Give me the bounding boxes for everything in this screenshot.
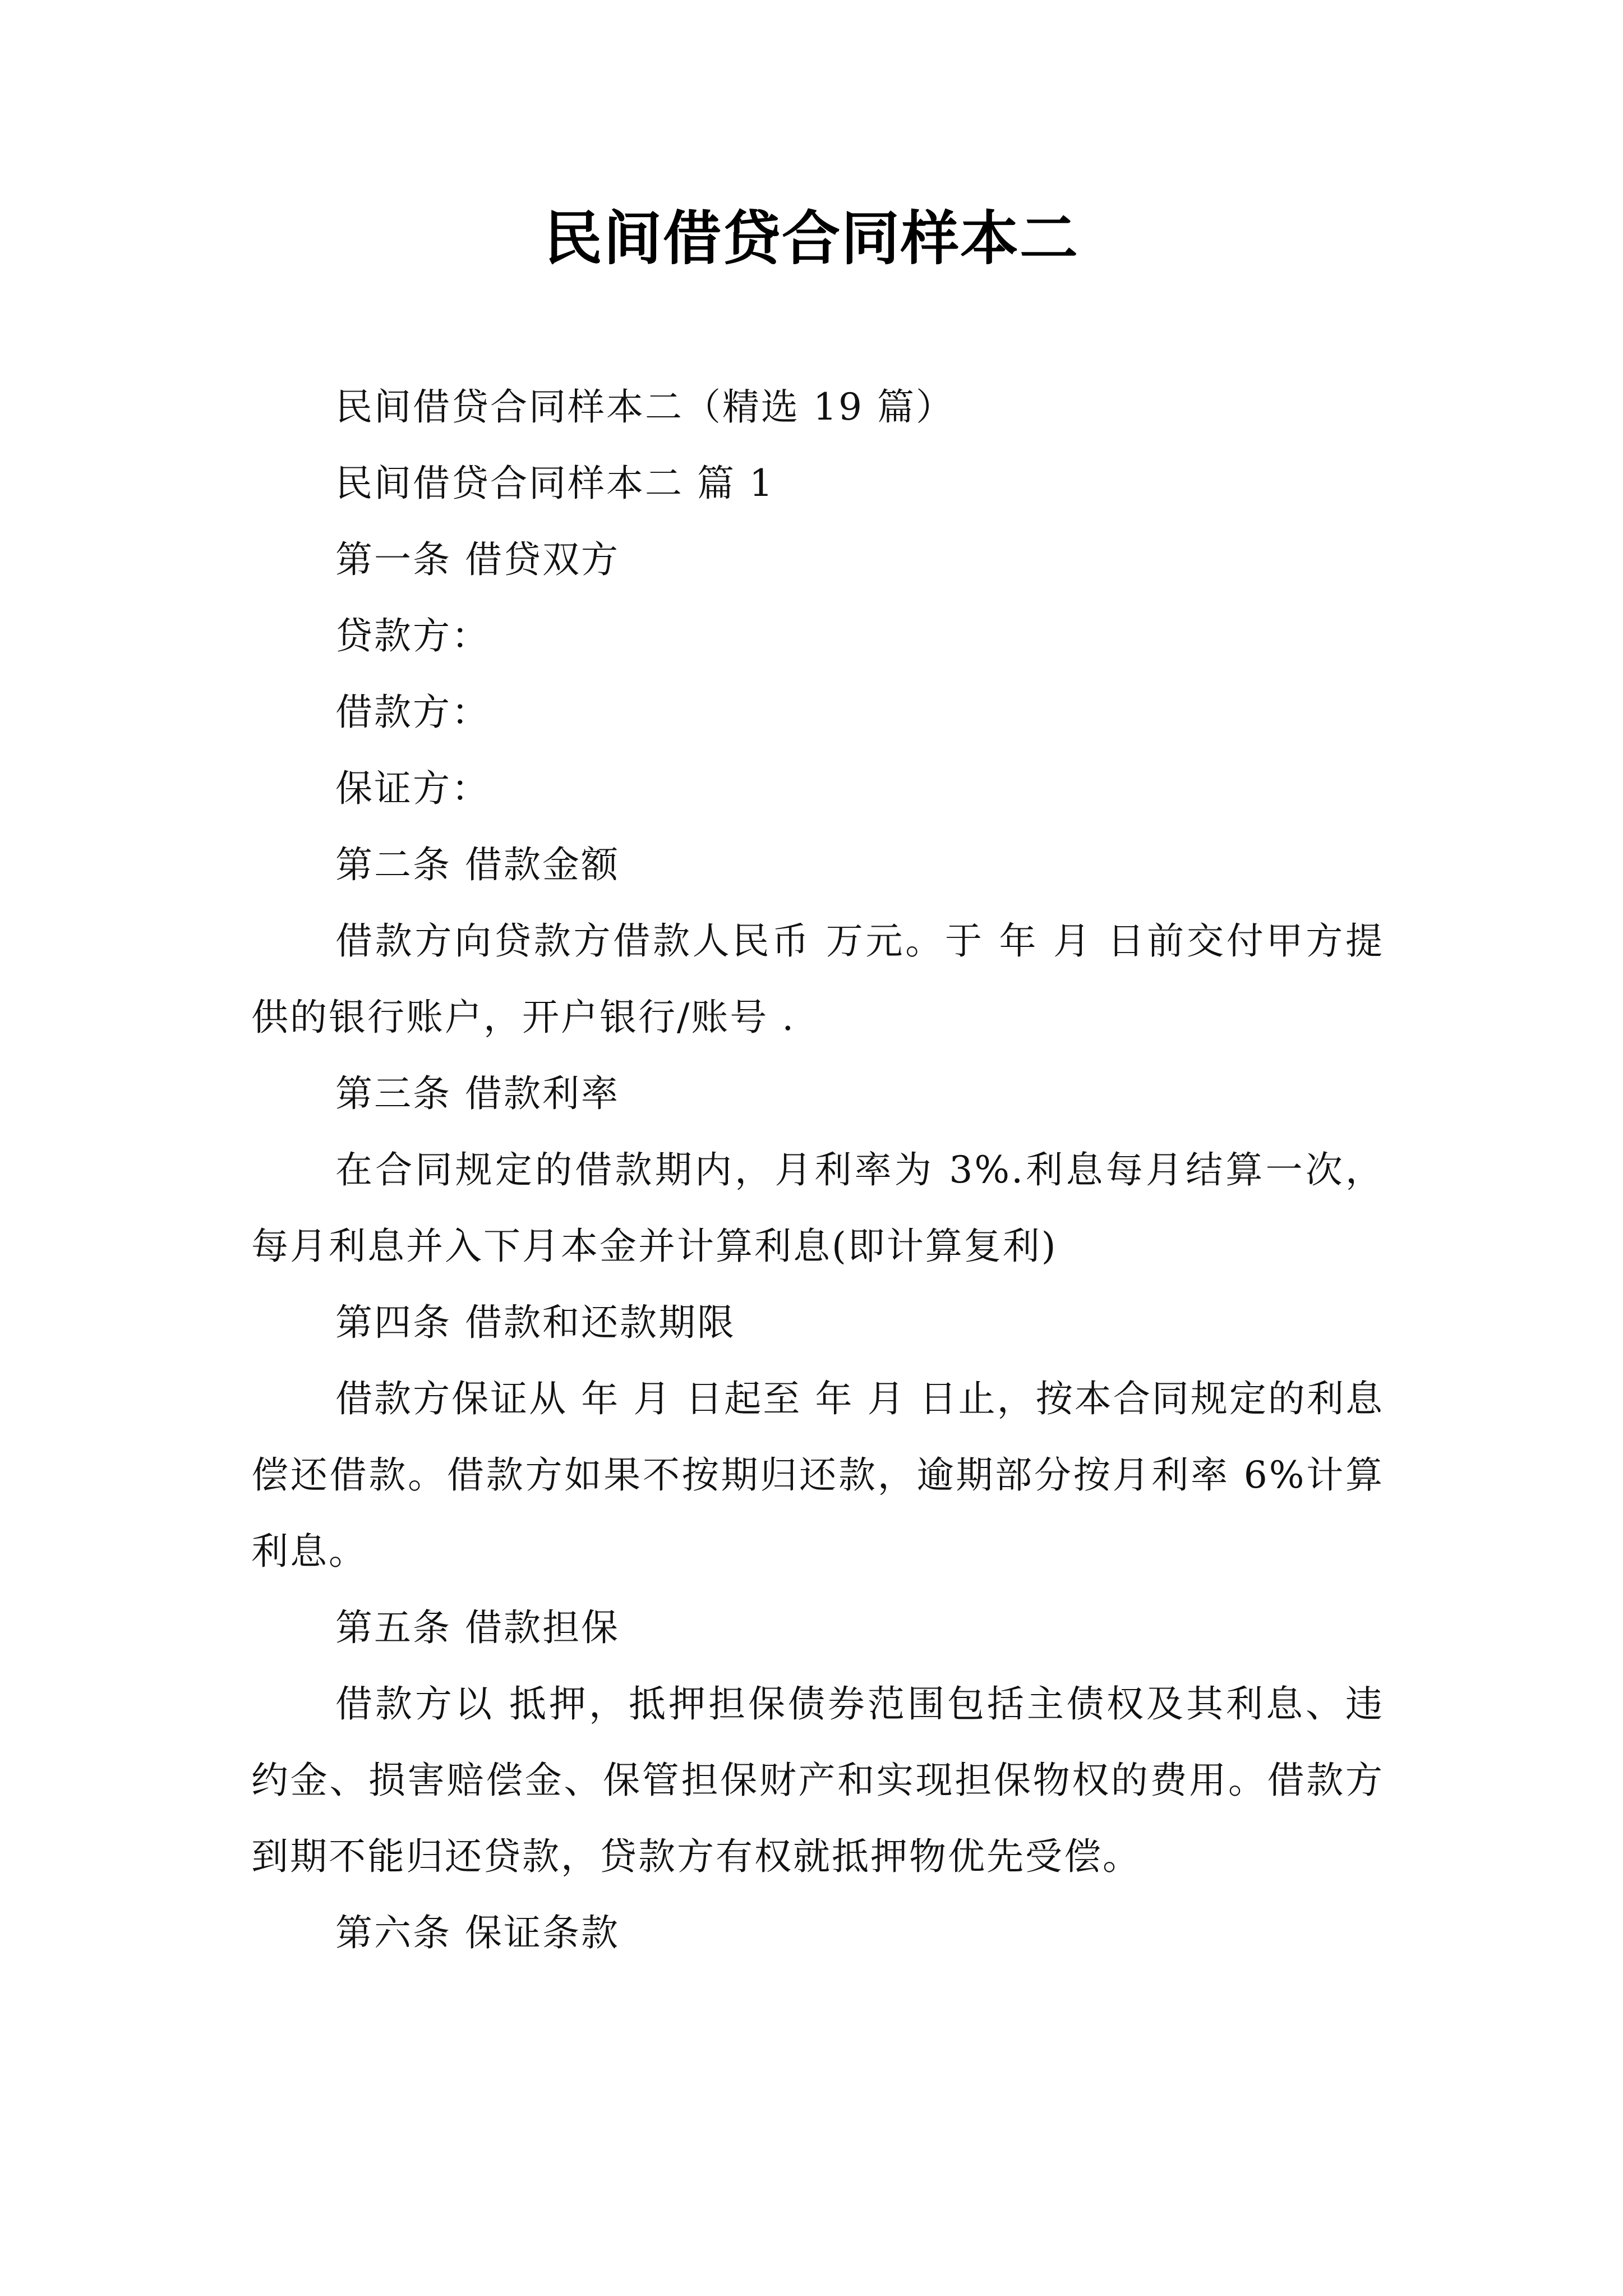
guarantor-line: 保证方： [335,767,490,810]
clause-heading-3: 第三条 借款利率 [335,1072,620,1115]
clause-heading-5: 第五条 借款担保 [335,1606,620,1649]
paragraph-subtitle: 民间借贷合同样本二（精选 19 篇） [335,385,955,429]
borrower-line: 借款方： [335,691,490,734]
clause-text-2: 借款方向贷款方借款人民币 万元。于 年 月 日前交付甲方提供的银行账户，开户银行/账号 . [251,919,1384,1039]
clause-heading-4: 第四条 借款和还款期限 [335,1301,736,1344]
document-title: 民间借贷合同样本二 [543,204,1079,273]
paragraph-section-heading: 民间借贷合同样本二 篇 1 [335,462,774,505]
lender-line: 贷款方： [335,614,490,657]
document-body [251,369,1384,1971]
clause-heading-1: 第一条 借贷双方 [335,538,620,581]
clause-heading-6: 第六条 保证条款 [335,1911,620,1954]
clause-text-5: 借款方以 抵押，抵押担保债券范围包括主债权及其利息、违约金、损害赔偿金、保管担保财产和实现担保物权的费用。借款方到期不能归还贷款，贷款方有权就抵押物优先受偿。 [251,1682,1384,1878]
clause-text-4: 借款方保证从 年 月 日起至 年 月 日止，按本合同规定的利息偿还借款。借款方如果不按期归还款，逾期部分按月利率 6%计算利息。 [251,1377,1384,1573]
clause-text-3: 在合同规定的借款期内，月利率为 3%.利息每月结算一次，每月利息并入下月本金并计算利息(即计算复利) [251,1148,1384,1268]
clause-heading-2: 第二条 借款金额 [335,843,620,886]
